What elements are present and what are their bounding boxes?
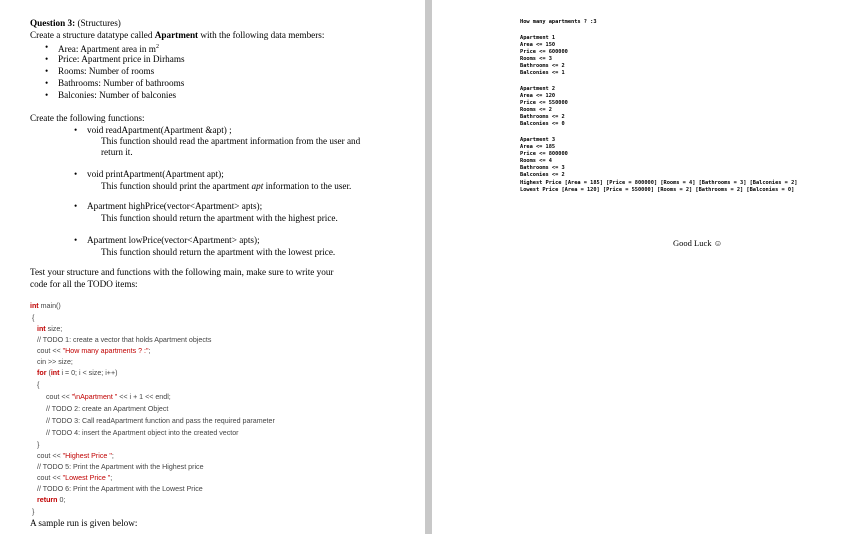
code-string: "\nApartment " [71,393,118,401]
output-apt1-line: Bathrooms <= 2 [520,63,565,69]
code-cout1 [37,347,150,356]
output-apt2-line: Rooms <= 2 [520,107,552,113]
output-apt3-line: Bathrooms <= 3 [520,165,565,171]
code-string: "Lowest Price " [62,474,111,482]
code-main [30,302,61,311]
right-page [432,0,860,534]
output-lowest: Lowest Price [Area = 120] [Price = 550000] [Rooms = 2] [Bathrooms = 2] [Balconies = 0] [520,187,795,193]
code-text: ; [111,452,114,460]
function-low-signature: • Apartment lowPrice(vector<Apartment> apts); [87,235,260,246]
output-apt1-line: Balconies <= 1 [520,70,565,76]
left-page [0,0,425,534]
output-apt3-title: Apartment 3 [520,137,556,143]
output-apt2-line: Bathrooms <= 2 [520,114,565,120]
output-apt2-line: Price <= 550000 [520,100,568,106]
intro-pre: Create a structure datatype called [30,30,155,40]
question-heading [30,18,121,29]
output-apt2-title: Apartment 2 [520,86,556,92]
code-int-size [37,325,62,334]
code-text: cout << [46,393,72,401]
area-superscript: 2 [155,44,159,50]
code-open1: { [32,314,35,322]
output-apt2-line: Balconies <= 0 [520,121,565,127]
member-bathrooms: • Bathrooms: Number of bathrooms [58,78,184,89]
functions-title: Create the following functions: [30,113,145,123]
question-number: Question 3: [30,18,76,28]
good-luck-text: Good Luck ☺ [673,238,723,248]
function-high-desc: This function should return the apartment with the highest price. [101,213,338,223]
function-high-signature: • Apartment highPrice(vector<Apartment> apts); [87,201,262,212]
function-read-signature: • void readApartment(Apartment &apt) ; [87,125,232,136]
output-apt1-line: Rooms <= 3 [520,56,552,62]
sample-run-text: A sample run is given below: [30,518,138,528]
output-prompt: How many apartments ? :3 [520,19,597,25]
code-return [37,496,65,505]
code-kw: int [37,325,46,333]
member-area-text: Area: Apartment area in m [58,44,156,55]
code-cout3 [37,452,114,461]
function-read-desc-2: return it. [101,147,133,157]
code-todo3: // TODO 3: Call readApartment function and pass the required parameter [46,417,275,425]
code-text: i = 0; i < size; i++) [59,369,118,377]
code-text: ( [46,369,51,377]
test-text-1: Test your structure and functions with the following main, make sure to write your [30,267,334,277]
function-low-desc: This function should return the apartment with the lowest price. [101,247,336,257]
code-kw: int [30,302,39,310]
code-open2: { [37,381,40,389]
output-apt3-line: Balconies <= 2 [520,172,565,178]
code-text: ; [110,474,113,482]
function-read-desc-1: This function should read the apartment information from the user and [101,136,361,146]
function-print-desc [101,181,351,192]
intro-text [30,30,324,41]
code-todo4: // TODO 4: insert the Apartment object into the created vector [46,429,239,437]
code-text: cout << [37,347,63,355]
code-todo2: // TODO 2: create an Apartment Object [46,405,169,413]
print-desc-post: information to the user. [263,181,352,191]
code-kw: return [37,496,58,504]
output-apt1-title: Apartment 1 [520,35,556,41]
test-text-2: code for all the TODO items: [30,279,138,289]
code-cout4 [37,474,112,483]
function-print-signature: • void printApartment(Apartment apt); [87,169,224,180]
code-close2: } [37,441,40,449]
code-text: << i + 1 << endl; [117,393,171,401]
code-kw: int [50,369,60,377]
question-topic: (Structures) [77,18,121,28]
code-kw: for [37,369,47,377]
output-apt3-line: Price <= 800000 [520,151,568,157]
code-text: cout << [37,452,63,460]
code-text: main() [38,302,61,310]
code-todo1: // TODO 1: create a vector that holds Apartment objects [37,336,212,344]
code-todo6: // TODO 6: Print the Apartment with the Lowest Price [37,485,203,493]
member-price: • Price: Apartment price in Dirhams [58,54,185,65]
code-string: "How many apartments ? :" [62,347,149,355]
output-apt3-line: Area <= 185 [520,144,556,150]
member-rooms: • Rooms: Number of rooms [58,66,154,77]
code-text: size; [45,325,63,333]
intro-struct: Apartment [154,30,199,40]
code-close1: } [32,508,35,516]
code-text: cout << [37,474,63,482]
code-string: "Highest Price " [62,452,112,460]
output-apt3-line: Rooms <= 4 [520,158,552,164]
output-highest: Highest Price [Area = 185] [Price = 800000] [Rooms = 4] [Bathrooms = 3] [Balconies = 2] [520,180,798,186]
code-text: ; [148,347,151,355]
print-desc-italic: apt [251,181,264,191]
intro-post: with the following data members: [198,30,325,40]
member-balconies: • Balconies: Number of balconies [58,90,176,101]
code-todo5: // TODO 5: Print the Apartment with the Highest price [37,463,204,471]
print-desc-pre: This function should print the apartment [101,181,252,191]
output-apt2-line: Area <= 120 [520,93,556,99]
code-text: 0; [57,496,66,504]
code-cout2 [46,393,171,402]
output-apt1-line: Price <= 600000 [520,49,568,55]
code-cin: cin >> size; [37,358,73,366]
code-for [37,369,117,378]
output-apt1-line: Area <= 150 [520,42,556,48]
